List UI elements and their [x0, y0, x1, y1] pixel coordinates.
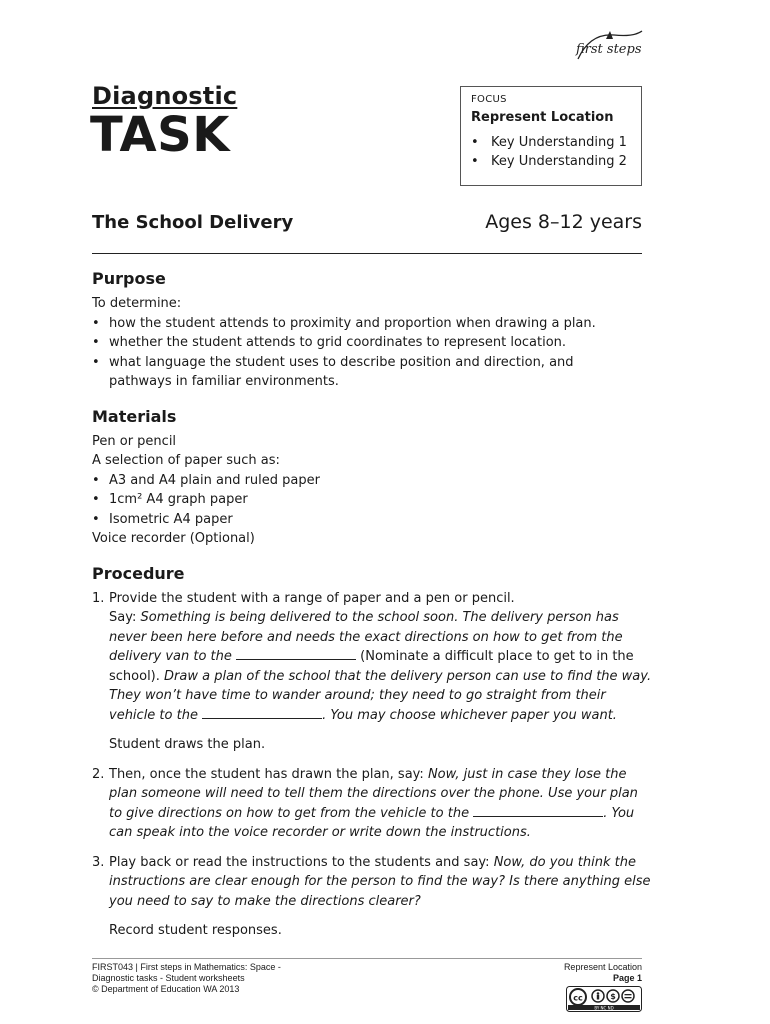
procedure-heading: Procedure [92, 563, 185, 583]
blank-line [236, 648, 356, 660]
step-text: Then, once the student has drawn the plan, say: Now, just in case they lose the plan someone will need to tell them the directions over the phone. Use your plan to give directions on how to get from the vehicle to the . You can speak into the voice recorder or write down the instructions. [109, 766, 638, 840]
step-text: Play back or read the instructions to the students and say: Now, do you think the instructions are clear enough for the person to find the way? Is there anything else you need to say to make the directions clearer? [109, 854, 651, 909]
materials-item: • Isometric A4 paper [92, 510, 652, 530]
step-text: Student draws the plan. [109, 737, 266, 752]
header-task: TASK [90, 107, 230, 163]
step-text: Record student responses. [109, 923, 282, 938]
purpose-item: • what language the student uses to describe position and direction, and pathways in familiar environments. [92, 353, 614, 392]
footer-right [460, 962, 642, 984]
divider [92, 253, 642, 254]
purpose-item: • whether the student attends to grid coordinates to represent location. [92, 333, 652, 353]
logo-text: first steps [576, 42, 642, 57]
materials-list [92, 471, 652, 530]
first-steps-logo [570, 25, 650, 65]
footer-line: Diagnostic tasks - Student worksheets [92, 973, 245, 983]
materials-item: • 1cm² A4 graph paper [92, 490, 652, 510]
main-content [92, 268, 652, 955]
materials-heading: Materials [92, 406, 177, 426]
focus-list [471, 133, 631, 171]
creative-commons-badge [566, 986, 642, 1012]
step-number: 2. [92, 766, 105, 782]
focus-title: Represent Location [471, 110, 614, 125]
footer-topic: Represent Location [563, 962, 642, 972]
footer-left [92, 962, 281, 995]
purpose-item: • how the student attends to proximity and proportion when drawing a plan. [92, 314, 652, 334]
procedure-step [92, 589, 652, 755]
materials-section [92, 406, 652, 549]
focus-item: • Key Understanding 2 [471, 152, 631, 171]
footer-divider [92, 958, 642, 959]
cc-terms: BY NC ND [594, 1005, 614, 1011]
page-number: Page 1 [612, 973, 642, 983]
purpose-heading: Purpose [92, 269, 166, 288]
task-title: The School Delivery [92, 212, 294, 233]
materials-line: A selection of paper such as: [92, 453, 280, 468]
procedure-section [92, 563, 652, 941]
materials-item: • A3 and A4 plain and ruled paper [92, 471, 652, 491]
purpose-intro: To determine: [92, 296, 182, 311]
procedure-list [92, 589, 652, 941]
materials-line: Voice recorder (Optional) [92, 531, 255, 546]
materials-line: Pen or pencil [92, 433, 177, 449]
procedure-step [92, 853, 652, 941]
nd-icon [622, 990, 634, 1002]
ages-range: Ages 8–12 years [485, 211, 642, 233]
blank-line [473, 805, 603, 817]
focus-item: • Key Understanding 1 [471, 133, 631, 152]
step-number: 3. [92, 854, 105, 870]
header-diagnostic: Diagnostic [92, 82, 238, 110]
focus-box [460, 86, 642, 186]
purpose-section [92, 268, 652, 392]
procedure-step [92, 765, 652, 843]
step-number: 1. [92, 590, 105, 606]
blank-line [202, 707, 322, 719]
svg-text:$: $ [610, 992, 616, 1001]
footer-line: © Department of Education WA 2013 [92, 984, 240, 994]
footer-line: FIRST043 | First steps in Mathematics: Space - [92, 962, 281, 972]
purpose-list [92, 314, 652, 392]
cc-icon: cc [573, 993, 583, 1003]
step-text: Provide the student with a range of paper and a pen or pencil. Say: Something is being delivered to the school soon. The delivery person has never been here before and needs the exact directions on how to get from the delivery van to the (Nominate a difficult place to get to in the school). Draw a plan of the school that the delivery person can use to find the way. They won’t have time to wander around; they need to go straight from their vehicle to the . You may choose whichever paper you want. [109, 590, 652, 723]
focus-label: FOCUS [471, 94, 507, 105]
